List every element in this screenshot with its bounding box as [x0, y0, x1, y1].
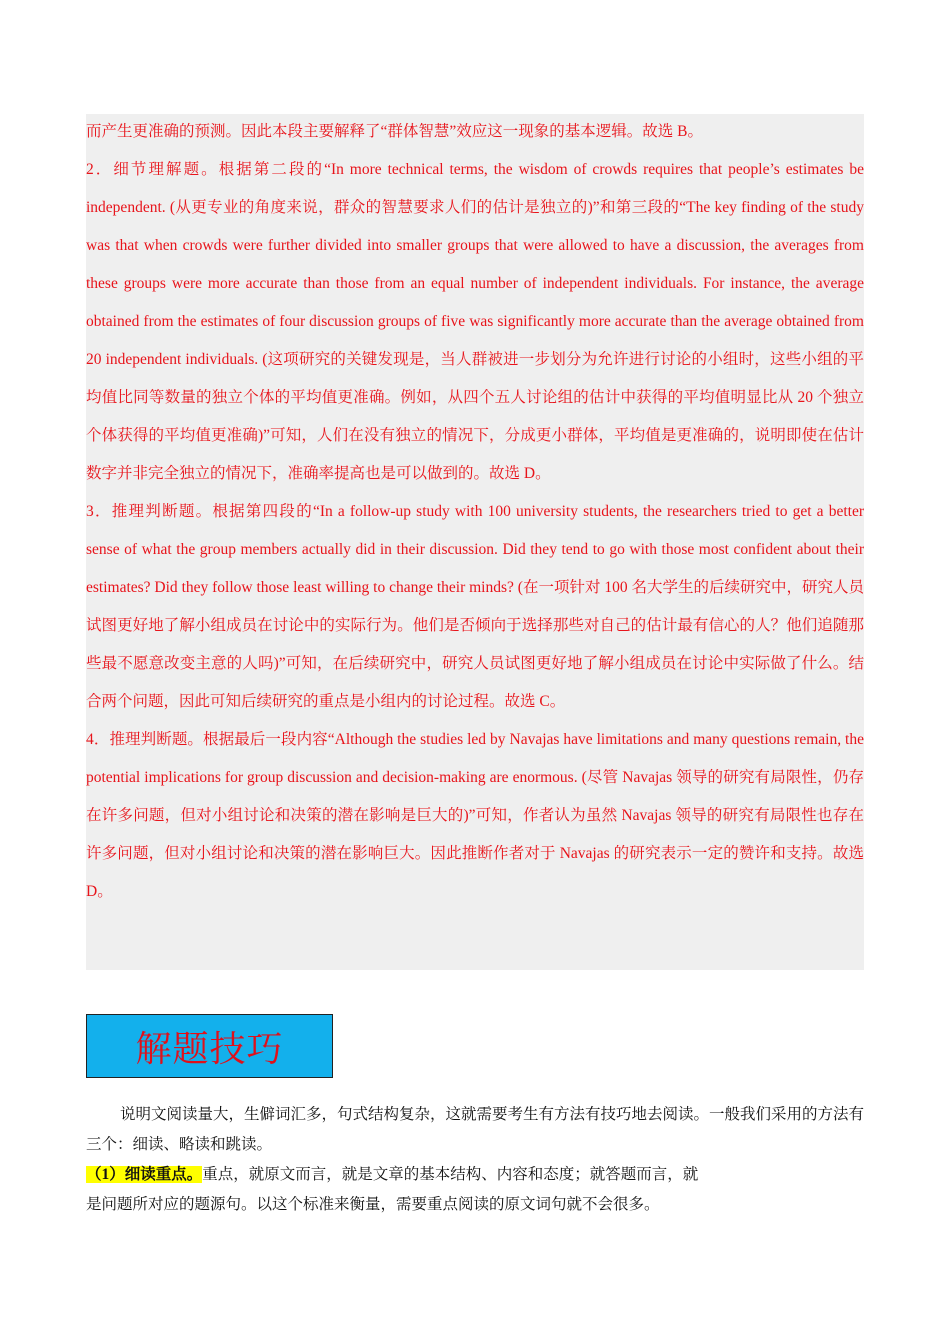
answer-item-2: 2．细节理解题。根据第二段的“In more technical terms, the wisdom of crowds requires that people’s estimates be independent. (从更专业的角度来说，群众的智慧要求人们的估计是独立的)”和第三段的“The key finding of the study was that when crowds were further divided into smaller groups that were allowed to have a discussion, the averages from these groups were more accurate than those from an equal number of independent individuals. For instance, the average obtained from the estimates of four discussion groups of five was significantly more accurate than the average obtained from 20 independent individuals. (这项研究的关键发现是，当人群被进一步划分为允许进行讨论的小组时，这些小组的平均值比同等数量的独立个体的平均值更准确。例如，从四个五人讨论组的估计中获得的平均值明显比从 20 个独立个体获得的平均值更准确)”可知，人们在没有独立的情况下，分成更小群体，平均值是更准确的，说明即使在估计数字并非完全独立的情况下，准确率提高也是可以做到的。故选 D。	[86, 161, 864, 482]
point-1-text-a: 重点，就原文而言，就是文章的基本结构、内容和态度；就答题而言，就	[202, 1166, 699, 1183]
answer-intro-line: 而产生更准确的预测。因此本段主要解释了“群体智慧”效应这一现象的基本逻辑。故选 B。	[86, 123, 703, 140]
tips-point-1	[86, 1160, 751, 1190]
tips-body	[86, 1100, 864, 1220]
tips-point-1-continued: 是问题所对应的题源句。以这个标准来衡量，需要重点阅读的原文词句就不会很多。	[86, 1196, 660, 1213]
answer-item-3: 3．推理判断题。根据第四段的“In a follow-up study with 100 university students, the researchers tried to get a better sense of what the group members actually did in their discussion. Did they tend to go with those most confident about their estimates? Did they follow those least willing to change their minds? (在一项针对 100 名大学生的后续研究中，研究人员试图更好地了解小组成员在讨论中的实际行为。他们是否倾向于选择那些对自己的估计最有信心的人？他们追随那些最不愿意改变主意的人吗)”可知，在后续研究中，研究人员试图更好地了解小组成员在讨论中实际做了什么。结合两个问题，因此可知后续研究的重点是小组内的讨论过程。故选 C。	[86, 503, 864, 710]
tips-title-box	[86, 1014, 333, 1078]
tips-title: 解题技巧	[135, 1028, 284, 1070]
point-1-label: （1）细读重点。	[86, 1166, 203, 1183]
answer-explanations	[86, 113, 864, 911]
tips-paragraph-1: 说明文阅读量大，生僻词汇多，句式结构复杂，这就需要考生有方法有技巧地去阅读。一般我们采用的方法有三个：细读、略读和跳读。	[86, 1106, 865, 1153]
answer-item-4: 4．推理判断题。根据最后一段内容“Although the studies led by Navajas have limitations and many questions remain, the potential implications for group discussion and decision-making are enormous. (尽管 Navajas 领导的研究有局限性，仍存在许多问题，但对小组讨论和决策的潜在影响是巨大的)”可知，作者认为虽然 Navajas 领导的研究有局限性也存在许多问题，但对小组讨论和决策的潜在影响巨大。因此推断作者对于 Navajas 的研究表示一定的赞许和支持。故选 D。	[86, 731, 864, 900]
